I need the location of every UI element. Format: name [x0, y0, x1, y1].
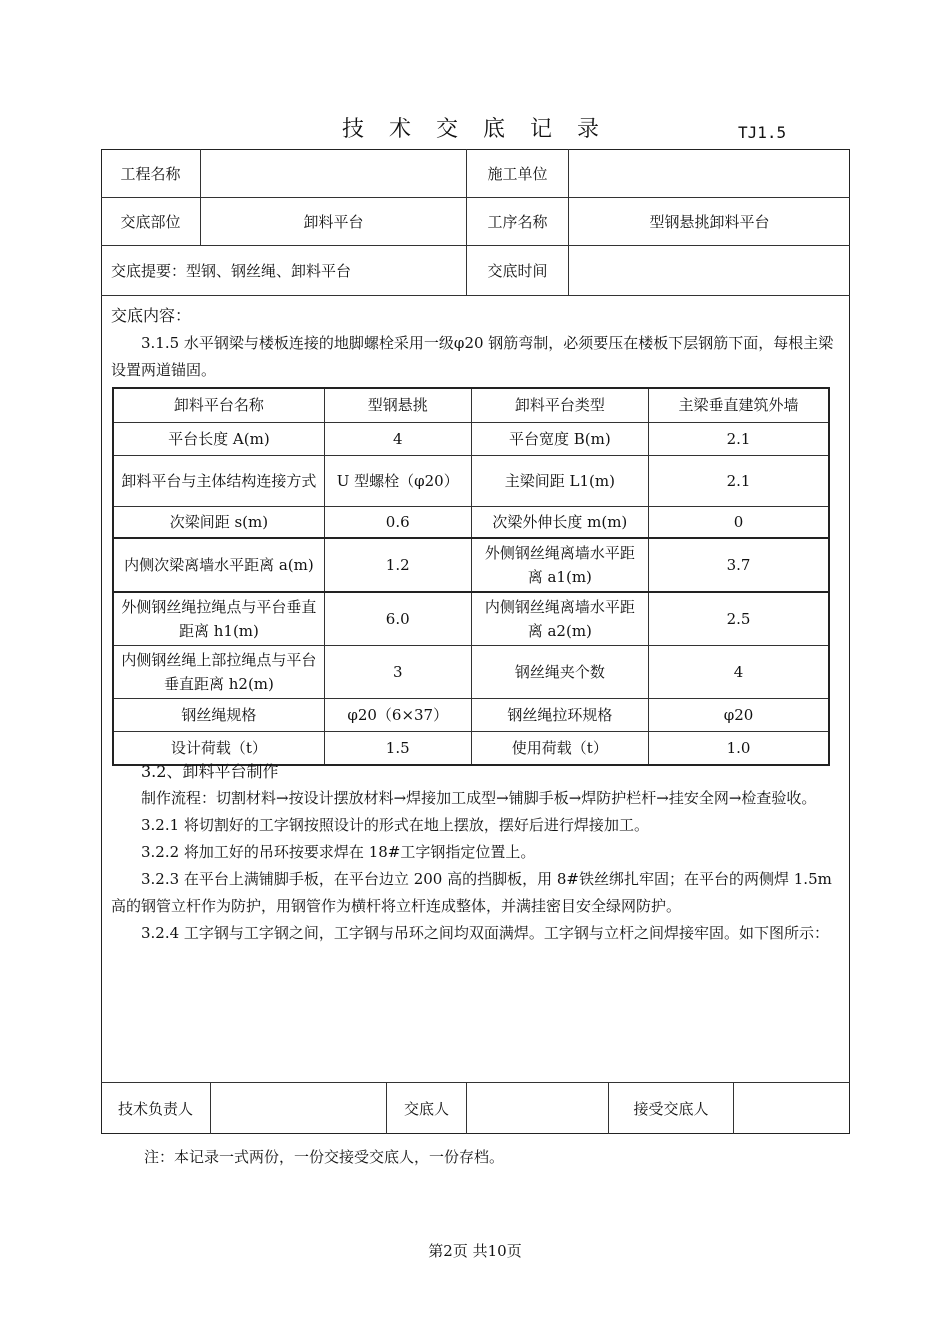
process-name-value: 型钢悬挑卸料平台 — [649, 213, 770, 231]
handover-time-label: 交底时间 — [487, 262, 548, 280]
spec-cell: 2.1 — [649, 455, 829, 506]
spec-cell: 卸料平台类型 — [471, 388, 648, 422]
spec-cell: 平台宽度 B(m) — [471, 422, 648, 455]
construction-unit-value[interactable] — [569, 149, 850, 197]
spec-cell: 卸料平台名称 — [113, 388, 324, 422]
handover-time-value[interactable] — [569, 246, 850, 295]
spec-cell: 外侧钢丝绳离墙水平距离 a1(m) — [471, 538, 648, 592]
paragraph-3-2-3: 3.2.3 在平台上满铺脚手板，在平台边立 200 高的挡脚板，用 8#铁丝绑扎牢固；在平台的两侧焊 1.5m 高的钢管立杆作为防护，用钢管作为横杆将立杆连成整体，并满挂密目安全绿网防护。 — [111, 870, 832, 915]
spec-cell: 2.1 — [649, 422, 829, 455]
spec-cell: 4 — [324, 422, 471, 455]
handover-summary: 交底提要：型钢、钢丝绳、卸料平台 — [111, 262, 352, 280]
spec-cell: 主梁间距 L1(m) — [471, 455, 648, 506]
handover-part-value: 卸料平台 — [303, 213, 364, 231]
spec-cell: 次梁外伸长度 m(m) — [471, 506, 648, 538]
spec-cell: 卸料平台与主体结构连接方式 — [113, 455, 324, 506]
spec-cell: 平台长度 A(m) — [113, 422, 324, 455]
spec-cell: 钢丝绳夹个数 — [471, 646, 648, 699]
project-name-value[interactable] — [201, 149, 466, 197]
page-number: 第2页 共10页 — [428, 1242, 522, 1260]
paragraph-3-1-5: 3.1.5 水平钢梁与楼板连接的地脚螺栓采用一级φ20 钢筋弯制，必须要压在楼板下层钢筋下面，每根主梁设置两道锚固。 — [111, 334, 834, 379]
presenter-label: 交底人 — [403, 1100, 449, 1118]
spec-cell: 1.0 — [649, 732, 829, 765]
process-name-label: 工序名称 — [487, 213, 548, 231]
paragraph-3-2-4: 3.2.4 工字钢与工字钢之间，工字钢与吊环之间均双面满焊。工字钢与立杆之间焊接牢固。如下图所示： — [141, 924, 829, 942]
spec-cell: φ20（6×37） — [324, 699, 471, 732]
section-3-2-heading: 3.2、卸料平台制作 — [141, 762, 279, 781]
tech-lead-value[interactable] — [211, 1083, 386, 1134]
spec-cell: 4 — [649, 646, 829, 699]
spec-cell: 使用荷载（t） — [471, 732, 648, 765]
spec-cell: 0.6 — [324, 506, 471, 538]
record-note: 注：本记录一式两份，一份交接受交底人，一份存档。 — [144, 1148, 505, 1166]
receiver-label: 接受交底人 — [633, 1100, 709, 1118]
tech-lead-label: 技术负责人 — [117, 1100, 193, 1118]
document-title: 技 术 交 底 记 录 — [342, 117, 608, 142]
spec-cell: U 型螺栓（φ20） — [324, 455, 471, 506]
paragraph-3-2-1: 3.2.1 将切割好的工字钢按照设计的形式在地上摆放，摆好后进行焊接加工。 — [141, 816, 649, 834]
spec-cell: 主梁垂直建筑外墙 — [649, 388, 829, 422]
form-code: TJ1.5 — [738, 123, 787, 142]
platform-spec-table — [112, 387, 830, 766]
spec-cell: 内侧钢丝绳离墙水平距离 a2(m) — [471, 592, 648, 646]
spec-cell: φ20 — [649, 699, 829, 732]
content-heading: 交底内容： — [111, 306, 192, 325]
production-flow: 制作流程：切割材料→按设计摆放材料→焊接加工成型→铺脚手板→焊防护栏杆→挂安全网→检查验收。 — [141, 789, 817, 807]
spec-cell: 钢丝绳拉环规格 — [471, 699, 648, 732]
construction-unit-label: 施工单位 — [487, 164, 548, 183]
spec-cell: 内侧钢丝绳上部拉绳点与平台垂直距离 h2(m) — [113, 646, 324, 699]
project-name-label: 工程名称 — [120, 164, 181, 183]
spec-cell: 型钢悬挑 — [324, 388, 471, 422]
spec-cell: 1.5 — [324, 732, 471, 765]
spec-cell: 1.2 — [324, 538, 471, 592]
presenter-value[interactable] — [467, 1083, 608, 1134]
spec-cell: 3.7 — [649, 538, 829, 592]
spec-cell: 次梁间距 s(m) — [113, 506, 324, 538]
paragraph-3-2-2: 3.2.2 将加工好的吊环按要求焊在 18#工字钢指定位置上。 — [141, 843, 536, 861]
spec-cell: 外侧钢丝绳拉绳点与平台垂直距离 h1(m) — [113, 592, 324, 646]
spec-cell: 设计荷载（t） — [113, 732, 324, 765]
handover-part-label: 交底部位 — [120, 213, 181, 231]
spec-cell: 6.0 — [324, 592, 471, 646]
spec-cell: 2.5 — [649, 592, 829, 646]
receiver-value[interactable] — [734, 1083, 850, 1134]
spec-cell: 0 — [649, 506, 829, 538]
row-divider — [101, 295, 850, 296]
spec-cell: 钢丝绳规格 — [113, 699, 324, 732]
spec-cell: 内侧次梁离墙水平距离 a(m) — [113, 538, 324, 592]
spec-cell: 3 — [324, 646, 471, 699]
